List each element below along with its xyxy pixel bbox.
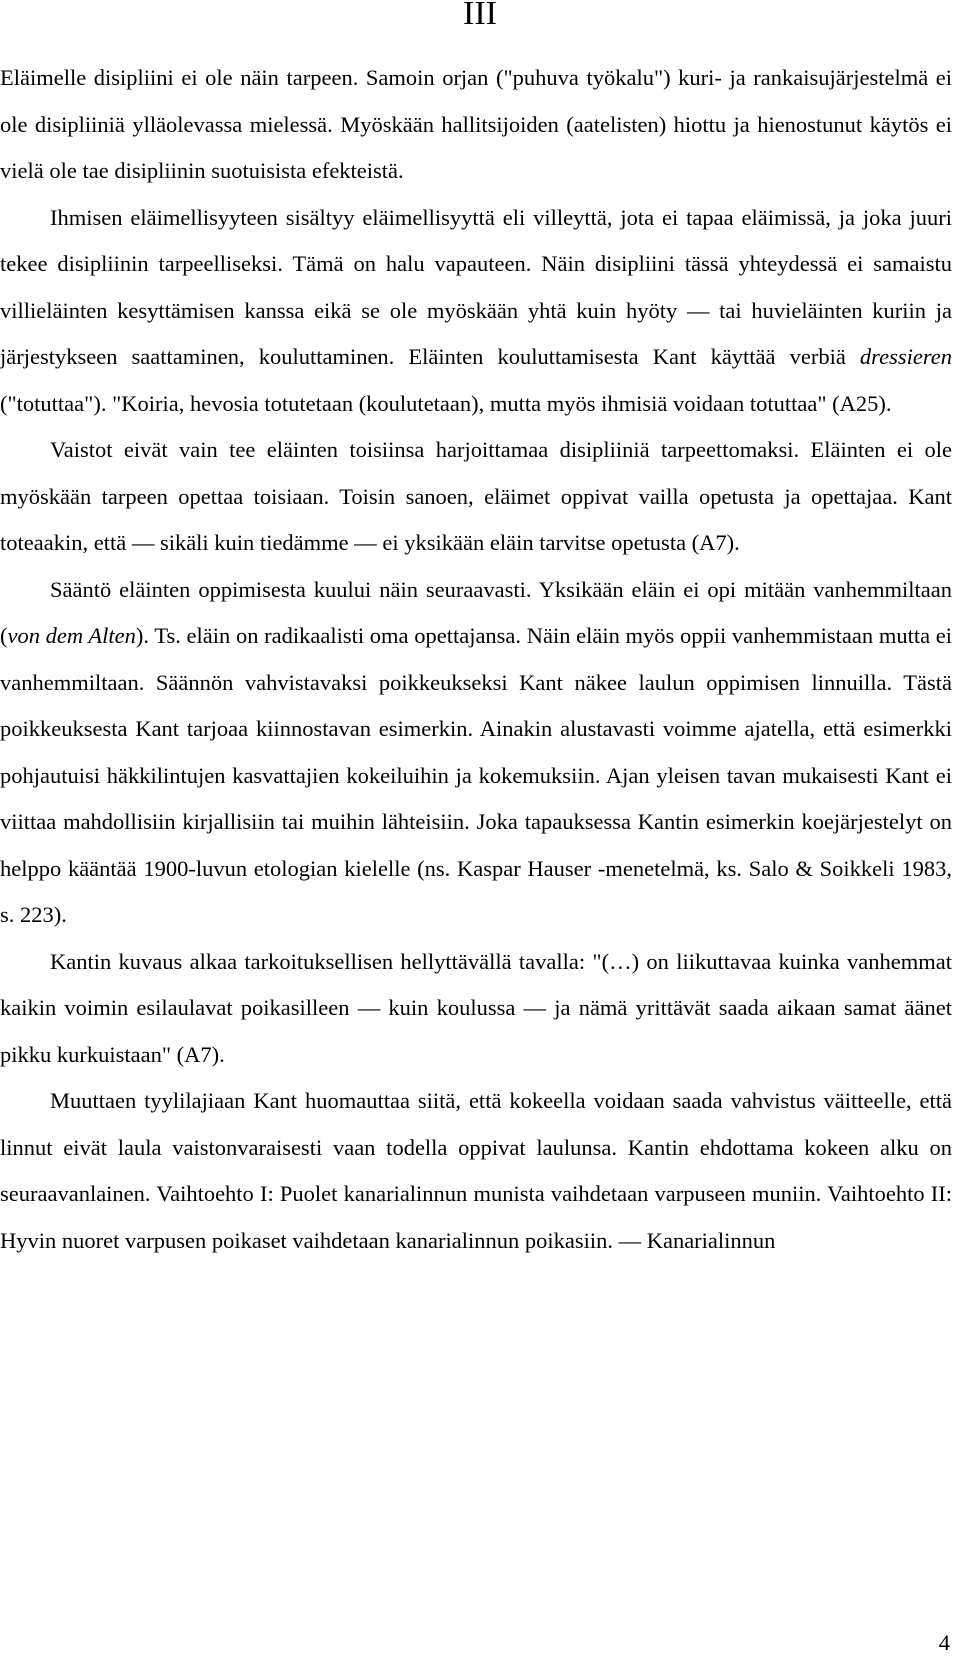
text-segment: ). Ts. eläin on radikaalisti oma opettajansa. Näin eläin myös oppii vanhemmistaan mutta ei vanhemmiltaan. Säännön vahvistavaksi poikkeukseksi Kant näkee laulun oppimisen linnuilla. Tästä poikkeuksesta Kant tarjoaa kiinnostavan esimerkin. Ainakin alustavasti voimme ajatella, että esimerkki pohjautuisi häkkilintujen kasvattajien kokeiluihin ja kokemuksiin. Ajan yleisen tavan mukaisesti Kant ei viittaa mahdollisiin kirjallisiin tai muihin lähteisiin. Joka tapauksessa Kantin esimerkin koejärjestelyt on helppo kääntää 1900-luvun etologian kielelle (ns. Kaspar Hauser -menetelmä, ks. Salo & Soikkeli 1983, s. 223). bbox=[0, 623, 952, 927]
paragraph-3 bbox=[0, 427, 952, 567]
paragraph-2 bbox=[0, 195, 952, 428]
paragraph-1 bbox=[0, 55, 952, 195]
text-segment: ("totuttaa"). "Koiria, hevosia totutetaan (koulutetaan), mutta myös ihmisiä voidaan totuttaa" (A25). bbox=[0, 390, 892, 416]
body-text bbox=[0, 55, 952, 1264]
paragraph-4 bbox=[0, 567, 952, 939]
italic-term: von dem Alten bbox=[7, 623, 136, 648]
text-segment: Ihmisen eläimellisyyteen sisältyy eläimellisyyttä eli villeyttä, jota ei tapaa eläimissä, ja joka juuri tekee disipliinin tarpeelliseksi. Tämä on halu vapauteen. Näin disipliini tässä yhteydessä ei samaistu villieläinten kesyttämisen kanssa eikä se ole myöskään yhtä kuin hyöty — tai huvieläinten kuriin ja järjestykseen saattaminen, kouluttaminen. Eläinten kouluttamisesta Kant käyttää verbiä bbox=[0, 204, 952, 369]
page-number: 4 bbox=[938, 1630, 950, 1655]
paragraph-5 bbox=[0, 939, 952, 1079]
text-segment: Kantin kuvaus alkaa tarkoituksellisen hellyttävällä tavalla: "(…) on liikuttavaa kuinka vanhemmat kaikin voimin esilaulavat poikasilleen — kuin koulussa — ja nämä yrittävät saada aikaan samat äänet pikku kurkuistaan" (A7). bbox=[0, 948, 952, 1067]
section-heading: III bbox=[463, 0, 497, 32]
text-segment: Eläimelle disipliini ei ole näin tarpeen. Samoin orjan ("puhuva työkalu") kuri- ja rankaisujärjestelmä ei ole disipliiniä ylläolevassa mielessä. Myöskään hallitsijoiden (aatelisten) hiottu ja hienostunut käytös ei vielä ole tae disipliinin suotuisista efekteistä. bbox=[0, 65, 952, 183]
text-segment: Vaistot eivät vain tee eläinten toisiinsa harjoittamaa disipliiniä tarpeettomaksi. Eläinten ei ole myöskään tarpeen opettaa toisiaan. Toisin sanoen, eläimet oppivat vailla opetusta ja opettajaa. Kant toteaakin, että — sikäli kuin tiedämme — ei yksikään eläin tarvitse opetusta (A7). bbox=[0, 437, 952, 555]
text-segment: Sääntö eläinten oppimisesta kuului näin seuraavasti. Yksikään eläin ei opi mitään vanhemmiltaan ( bbox=[0, 576, 952, 648]
italic-term: dressieren bbox=[859, 344, 952, 369]
paragraph-6 bbox=[0, 1078, 952, 1264]
text-segment: Muuttaen tyylilajiaan Kant huomauttaa siitä, että kokeella voidaan saada vahvistus väitteelle, että linnut eivät laula vaistonvaraisesti vaan todella oppivat laulunsa. Kantin ehdottama kokeen alku on seuraavanlainen. Vaihtoehto I: Puolet kanarialinnun munista vaihdetaan varpuseen muniin. Vaihtoehto II: Hyvin nuoret varpusen poikaset vaihdetaan kanarialinnun poikasiin. — Kanarialinnun bbox=[0, 1088, 952, 1253]
